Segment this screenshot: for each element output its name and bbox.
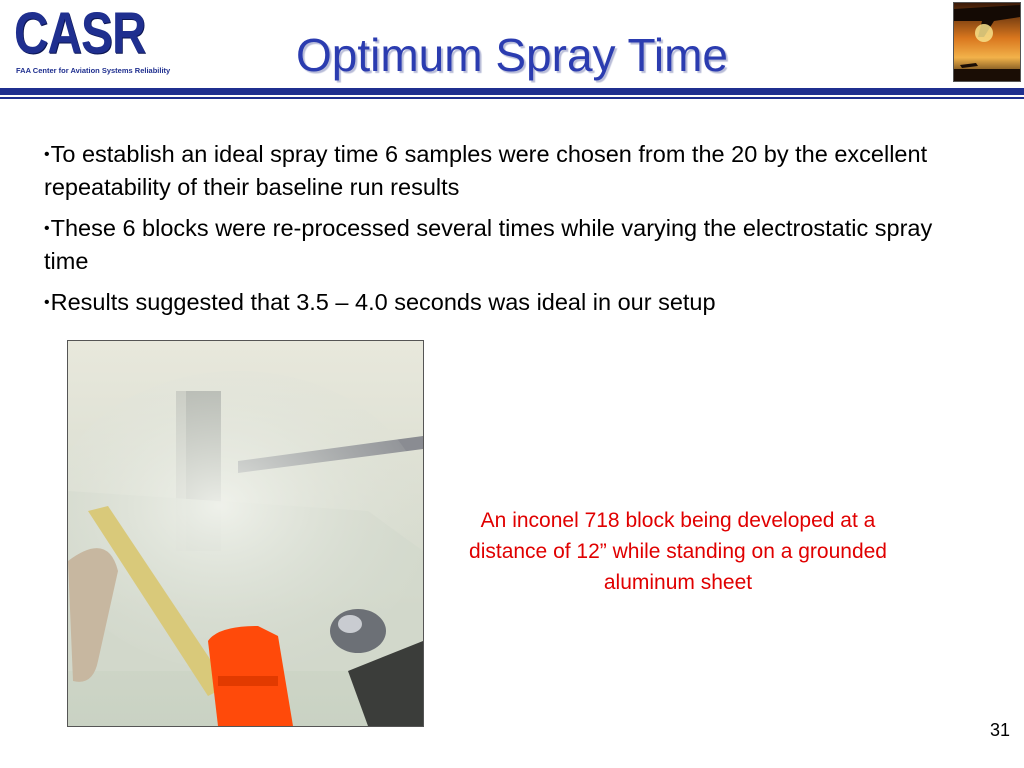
bullet-list [44, 138, 974, 327]
bullet-item: •To establish an ideal spray time 6 samples were chosen from the 20 by the excellent repeatability of their baseline run results [44, 141, 928, 200]
airplane-sunset-graphic [954, 3, 1020, 81]
header-rule-thick [0, 88, 1024, 95]
bullet-item: •Results suggested that 3.5 – 4.0 seconds was ideal in our setup [44, 289, 716, 315]
header-rule-thin [0, 97, 1024, 99]
airplane-sunset-image [953, 2, 1021, 82]
bullet-dot-icon: • [44, 146, 50, 163]
logo-subtitle: FAA Center for Aviation Systems Reliability [16, 66, 171, 75]
logo-name: CASR [14, 1, 146, 66]
spray-setup-graphic [68, 341, 423, 726]
photo-caption: An inconel 718 block being developed at a distance of 12” while standing on a grounded aluminum sheet [469, 509, 887, 594]
bullet-dot-icon: • [44, 294, 50, 311]
spray-setup-photo [67, 340, 424, 727]
bullet-item: •These 6 blocks were re-processed several times while varying the electrostatic spray time [44, 215, 933, 274]
page-number: 31 [989, 720, 1010, 740]
bullet-dot-icon: • [44, 220, 50, 237]
slide-title: Optimum Spray Time [296, 29, 728, 81]
